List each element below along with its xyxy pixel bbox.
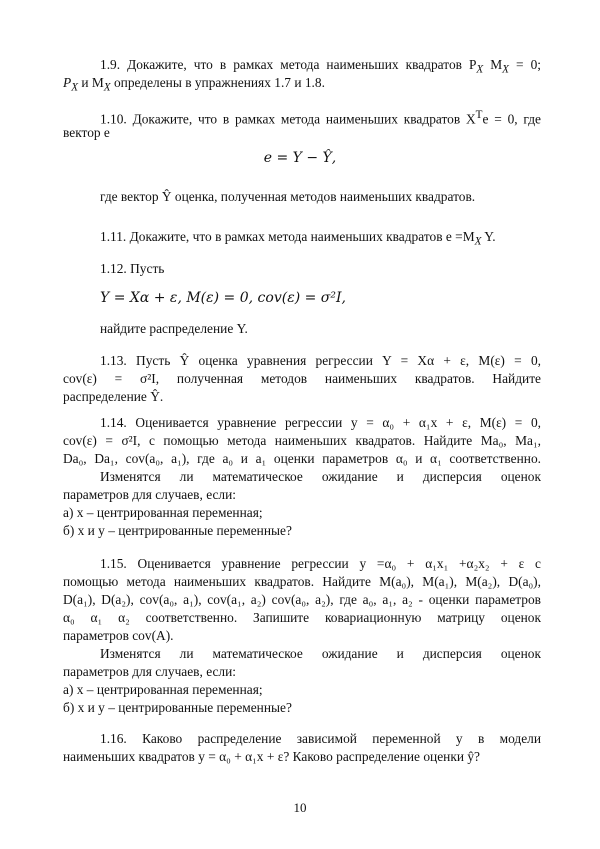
formula-residual: e = Y − Ŷ,: [263, 150, 337, 166]
exercise-1-14: [63, 414, 541, 540]
exercise-1-9: [63, 56, 541, 92]
text-line: D(a₁), D(a₂), cov(a₀, a₁), cov(a₁, a₂) cov(a₀, a₂), где a₀, a₁, a₂ - оценки параметров: [63, 592, 541, 607]
text-line: 1.9. Докажите, что в рамках метода наименьших квадратов $P_X$ $M_X = 0$;: [100, 57, 541, 76]
text-line: 1.11. Докажите, что в рамках метода наименьших квадратов $e =M_X$ Y.: [100, 229, 496, 248]
text-line: параметров для случаев, если:: [63, 487, 236, 502]
text-line: параметров для случаев, если:: [63, 664, 236, 679]
text-line: 1.12. Пусть: [100, 261, 165, 276]
formula-model: Y = Xα + ε, M(ε) = 0, cov(ε) = σ²I,: [100, 290, 346, 306]
text-line: 1.15. Оценивается уравнение регрессии y =α₀ + α₁x₁ +α₂x₂ + ε с: [100, 556, 541, 571]
text-line: 1.14. Оценивается уравнение регрессии y = α₀ + α₁x + ε, M(ε) = 0,: [100, 415, 541, 430]
page-number: 10: [293, 800, 307, 815]
text-line: Изменятся ли математическое ожидание и дисперсия оценок: [100, 646, 541, 661]
text-line: 1.10. Докажите, что в рамках метода наименьших квадратов $X^Te = 0$, где: [100, 109, 541, 127]
text-line: помощью метода наименьших квадратов. Найдите M(a₀), M(a₁), M(a₂), D(a₀),: [63, 574, 541, 589]
text-line: распределение Ŷ.: [63, 389, 164, 404]
exercise-1-16: [63, 730, 541, 766]
text-line: cov(ε) = σ²I, полученная методов наименьших квадратов. Найдите: [63, 371, 541, 386]
text-line: 1.16. Каково распределение зависимой переменной y в модели: [100, 731, 541, 746]
text-line: Изменятся ли математическое ожидание и дисперсия оценок: [100, 469, 541, 484]
text-line: Da₀, Da₁, cov(a₀, a₁), где a₀ и a₁ оценки параметров α₀ и α₁ соответственно.: [63, 451, 541, 466]
text-line: б) x и y – центрированные переменные?: [63, 700, 292, 715]
text-line: где вектор Ŷ оценка, полученная методов наименьших квадратов.: [100, 189, 476, 204]
text-line: найдите распределение Y.: [100, 321, 248, 336]
exercise-1-12: [63, 260, 541, 278]
text-line: cov(ε) = σ²I, с помощью метода наименьших квадратов. Найдите Ma₀, Ma₁,: [63, 433, 541, 448]
exercise-1-13: [63, 352, 541, 406]
text-line: α₀ α₁ α₂ соответственно. Запишите ковариационную матрицу оценок: [63, 610, 541, 625]
text-line: б) x и y – центрированные переменные?: [63, 523, 292, 538]
text-line: вектор e: [63, 125, 110, 140]
exercise-1-15: [63, 555, 541, 717]
text-line: $P_X$ и $M_X$ определены в упражнениях 1.7 и 1.8.: [63, 75, 325, 94]
text-line: а) x – центрированная переменная;: [63, 682, 263, 697]
exercise-1-10: [63, 106, 541, 142]
text-line: наименьших квадратов y = α₀ + α₁x + ε? Каково распределение оценки ŷ?: [63, 749, 480, 764]
text-line: а) x – центрированная переменная;: [63, 505, 263, 520]
text-line: параметров cov(A).: [63, 628, 174, 643]
exercise-1-11: [63, 228, 541, 246]
text-line: 1.13. Пусть Ŷ оценка уравнения регрессии Y = Xα + ε, M(ε) = 0,: [100, 353, 541, 368]
